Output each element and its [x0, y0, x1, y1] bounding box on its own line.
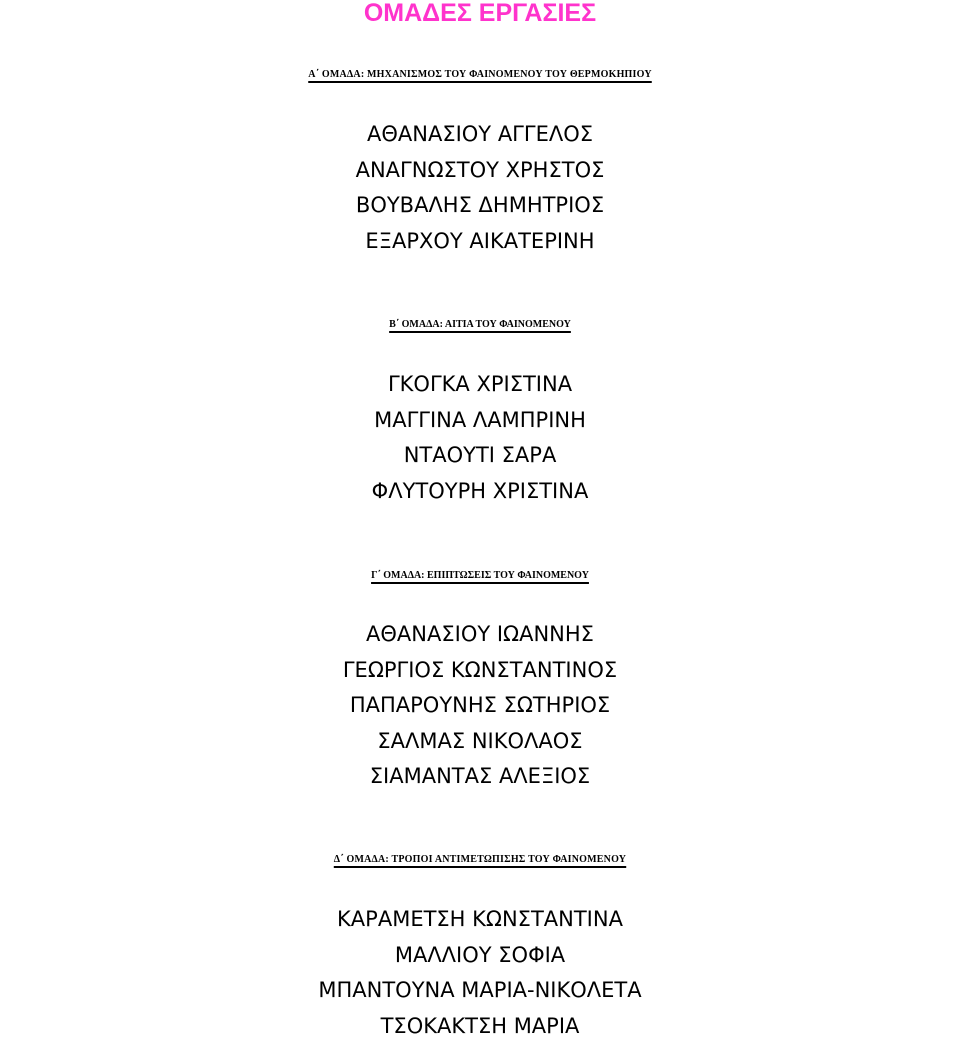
list-item: ΒΟΥΒΑΛΗΣ ΔΗΜΗΤΡΙΟΣ [0, 188, 960, 224]
list-item: ΣΑΛΜΑΣ ΝΙΚΟΛΑΟΣ [0, 724, 960, 760]
list-item: ΜΑΛΛΙΟΥ ΣΟΦΙΑ [0, 938, 960, 974]
group-b-members [0, 367, 960, 509]
group-a-heading: Α΄ ΟΜΑΔΑ: ΜΗΧΑΝΙΣΜΟΣ ΤΟΥ ΦΑΙΝΟΜΕΝΟΥ ΤΟΥ ΘΕΡΜΟΚΗΠΙΟΥ [0, 59, 960, 91]
list-item: ΣΙΑΜΑΝΤΑΣ ΑΛΕΞΙΟΣ [0, 759, 960, 795]
list-item: ΜΑΓΓΙΝΑ ΛΑΜΠΡΙΝΗ [0, 403, 960, 439]
list-item: ΜΠΑΝΤΟΥΝΑ ΜΑΡΙΑ-ΝΙΚΟΛΕΤΑ [0, 973, 960, 1009]
group-c-members [0, 617, 960, 795]
group-d-heading: Δ΄ ΟΜΑΔΑ: ΤΡΟΠΟΙ ΑΝΤΙΜΕΤΩΠΙΣΗΣ ΤΟΥ ΦΑΙΝΟΜΕΝΟΥ [0, 844, 960, 876]
list-item: ΤΣΟΚΑΚΤΣΗ ΜΑΡΙΑ [0, 1009, 960, 1044]
list-item: ΓΕΩΡΓΙΟΣ ΚΩΝΣΤΑΝΤΙΝΟΣ [0, 653, 960, 689]
list-item: ΦΛΥΤΟΥΡΗ ΧΡΙΣΤΙΝΑ [0, 474, 960, 510]
group-d-members [0, 902, 960, 1044]
list-item: ΓΚΟΓΚΑ ΧΡΙΣΤΙΝΑ [0, 367, 960, 403]
group-a-members [0, 117, 960, 259]
group-c-heading: Γ΄ ΟΜΑΔΑ: ΕΠΙΠΤΩΣΕΙΣ ΤΟΥ ΦΑΙΝΟΜΕΝΟΥ [0, 560, 960, 592]
list-item: ΑΘΑΝΑΣΙΟΥ ΑΓΓΕΛΟΣ [0, 117, 960, 153]
group-b-heading: Β΄ ΟΜΑΔΑ: ΑΙΤΙΑ ΤΟΥ ΦΑΙΝΟΜΕΝΟΥ [0, 309, 960, 341]
list-item: ΕΞΑΡΧΟΥ ΑΙΚΑΤΕΡΙΝΗ [0, 224, 960, 260]
list-item: ΝΤΑΟΥΤΙ ΣΑΡΑ [0, 438, 960, 474]
list-item: ΠΑΠΑΡΟΥΝΗΣ ΣΩΤΗΡΙΟΣ [0, 688, 960, 724]
list-item: ΑΝΑΓΝΩΣΤΟΥ ΧΡΗΣΤΟΣ [0, 153, 960, 189]
page-title: ΟΜΑΔΕΣ ΕΡΓΑΣΙΕΣ [0, 0, 960, 26]
list-item: ΑΘΑΝΑΣΙΟΥ ΙΩΑΝΝΗΣ [0, 617, 960, 653]
list-item: ΚΑΡΑΜΕΤΣΗ ΚΩΝΣΤΑΝΤΙΝΑ [0, 902, 960, 938]
